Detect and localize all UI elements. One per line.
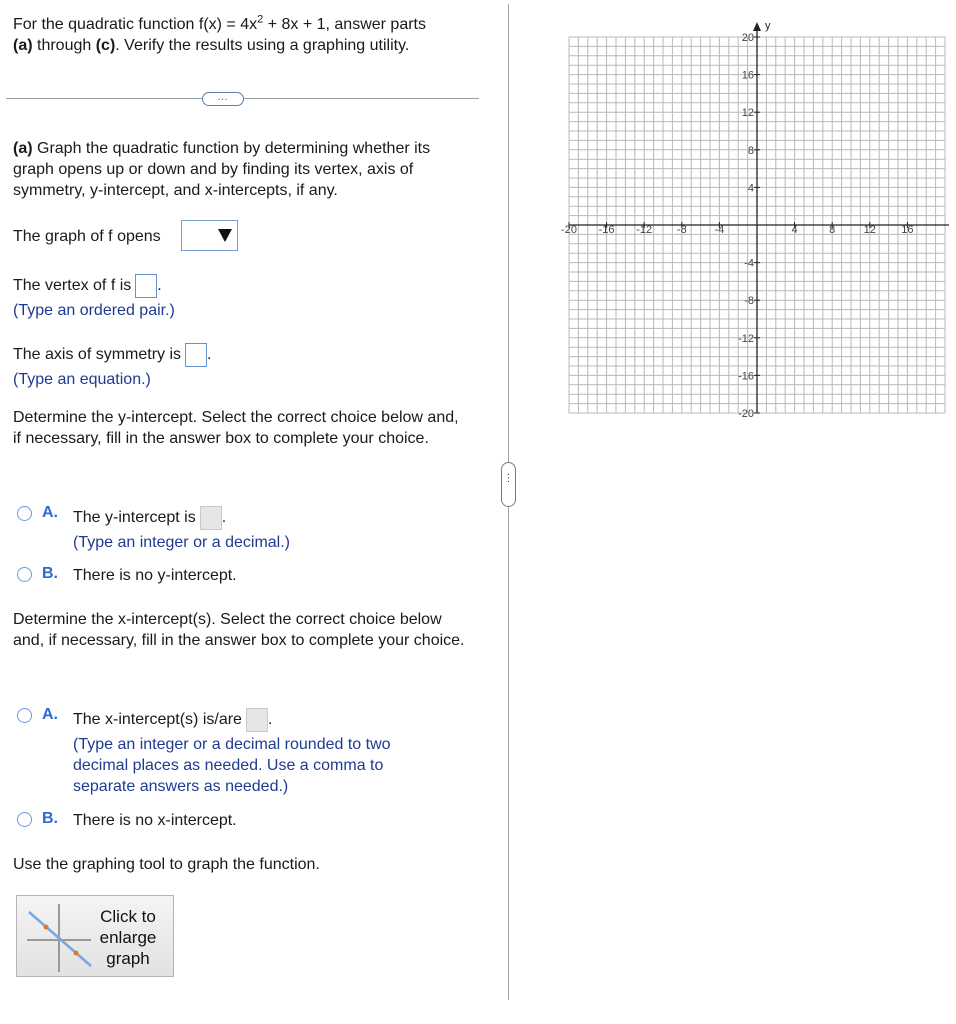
coordinate-graph[interactable] bbox=[540, 14, 956, 434]
vertex-hint: (Type an ordered pair.) bbox=[13, 302, 175, 319]
x-intercept-option-a-letter: A. bbox=[42, 706, 58, 723]
axis-answer-box[interactable] bbox=[185, 343, 207, 367]
graph-canvas[interactable] bbox=[540, 14, 956, 434]
problem-text-through: through bbox=[32, 37, 96, 54]
x-intercept-answer-box[interactable] bbox=[246, 708, 268, 732]
problem-text-suffix: + 8x + 1, answer parts bbox=[263, 16, 426, 33]
y-tick-label: 16 bbox=[741, 69, 754, 82]
y-tick-label: -8 bbox=[744, 295, 754, 308]
y-axis-arrow-icon bbox=[753, 22, 761, 31]
graph-thumbnail-icon bbox=[19, 896, 94, 976]
part-c-ref: (c) bbox=[95, 37, 116, 54]
panel-resize-handle[interactable]: ⋮ bbox=[501, 462, 516, 507]
problem-exponent: 2 bbox=[257, 13, 264, 26]
dropdown-arrow-icon bbox=[218, 229, 232, 242]
x-tick-label: -8 bbox=[676, 224, 687, 236]
axis-period: . bbox=[207, 346, 212, 364]
problem-statement bbox=[13, 14, 483, 56]
x-intercept-period: . bbox=[267, 711, 273, 729]
x-tick-label: 12 bbox=[863, 224, 876, 236]
x-intercept-option-a-text: The x-intercept(s) is/are bbox=[73, 711, 242, 729]
part-a-ref: (a) bbox=[13, 37, 33, 54]
x-intercept-option-a[interactable] bbox=[73, 708, 272, 732]
y-intercept-option-a-hint: (Type an integer or a decimal.) bbox=[73, 534, 290, 551]
y-intercept-option-a[interactable] bbox=[73, 506, 226, 530]
vertex-answer-box[interactable] bbox=[135, 274, 157, 298]
x-tick-label: -16 bbox=[598, 224, 615, 236]
axis-row bbox=[13, 343, 211, 367]
y-intercept-option-b-letter: B. bbox=[42, 565, 58, 582]
y-intercept-option-a-text: The y-intercept is bbox=[73, 509, 196, 527]
problem-text: For the quadratic function f(x) = 4x bbox=[13, 16, 258, 33]
problem-text-rest: . Verify the results using a graphing utility. bbox=[115, 37, 410, 54]
part-a-instruction bbox=[13, 138, 475, 201]
axis-label: The axis of symmetry is bbox=[13, 346, 182, 364]
graph-instruction: Use the graphing tool to graph the function. bbox=[13, 856, 320, 873]
x-tick-label: 8 bbox=[829, 224, 836, 236]
x-intercept-prompt: Determine the x-intercept(s). Select the correct choice below and, if necessary, fill in the answer box to complete your choice. bbox=[13, 611, 465, 649]
x-tick-label: -12 bbox=[636, 224, 653, 236]
enlarge-graph-button[interactable] bbox=[16, 895, 174, 977]
y-intercept-prompt: Determine the y-intercept. Select the correct choice below and, if necessary, fill in the answer box to complete your choice. bbox=[13, 409, 459, 447]
vertex-row bbox=[13, 274, 162, 298]
y-tick-label: 20 bbox=[741, 32, 754, 44]
part-a-text: Graph the quadratic function by determining whether its graph opens up or down and by finding its vertex, axis of symmetry, y-intercept, and x-intercepts, if any. bbox=[13, 140, 431, 199]
x-intercept-option-b-radio[interactable] bbox=[17, 812, 32, 827]
x-intercept-option-a-radio[interactable] bbox=[17, 708, 32, 723]
more-button[interactable]: … bbox=[202, 92, 244, 106]
y-tick-label: -12 bbox=[738, 332, 754, 345]
vertex-period: . bbox=[157, 277, 162, 295]
x-intercept-option-b-letter: B. bbox=[42, 810, 58, 827]
part-a-label: (a) bbox=[13, 140, 33, 157]
y-intercept-option-b-radio[interactable] bbox=[17, 567, 32, 582]
y-tick-label: -20 bbox=[738, 408, 754, 420]
y-tick-label: -16 bbox=[738, 370, 754, 383]
y-intercept-option-a-letter: A. bbox=[42, 504, 58, 521]
opens-dropdown[interactable] bbox=[181, 220, 238, 251]
y-axis-label: y bbox=[765, 20, 771, 32]
y-intercept-answer-box[interactable] bbox=[200, 506, 222, 530]
axis-hint: (Type an equation.) bbox=[13, 371, 151, 388]
y-intercept-option-a-radio[interactable] bbox=[17, 506, 32, 521]
x-tick-label: -4 bbox=[714, 224, 725, 236]
enlarge-graph-label: Click to enlarge graph bbox=[99, 907, 157, 968]
y-tick-label: 4 bbox=[747, 182, 754, 195]
y-intercept-option-b-text[interactable]: There is no y-intercept. bbox=[73, 567, 237, 584]
y-intercept-period: . bbox=[221, 509, 227, 527]
x-tick-label: 4 bbox=[791, 224, 798, 236]
opens-label: The graph of f opens bbox=[13, 228, 161, 245]
y-tick-label: -4 bbox=[744, 257, 754, 270]
x-tick-label: 16 bbox=[901, 224, 914, 236]
y-tick-label: 8 bbox=[747, 144, 754, 157]
x-tick-label: -20 bbox=[561, 224, 577, 236]
vertex-label: The vertex of f is bbox=[13, 277, 132, 295]
x-intercept-option-a-hint: (Type an integer or a decimal rounded to two decimal places as needed. Use a comma to separate answers as needed.) bbox=[73, 736, 391, 795]
y-tick-label: 12 bbox=[741, 107, 754, 120]
x-intercept-option-b-text[interactable]: There is no x-intercept. bbox=[73, 812, 237, 829]
